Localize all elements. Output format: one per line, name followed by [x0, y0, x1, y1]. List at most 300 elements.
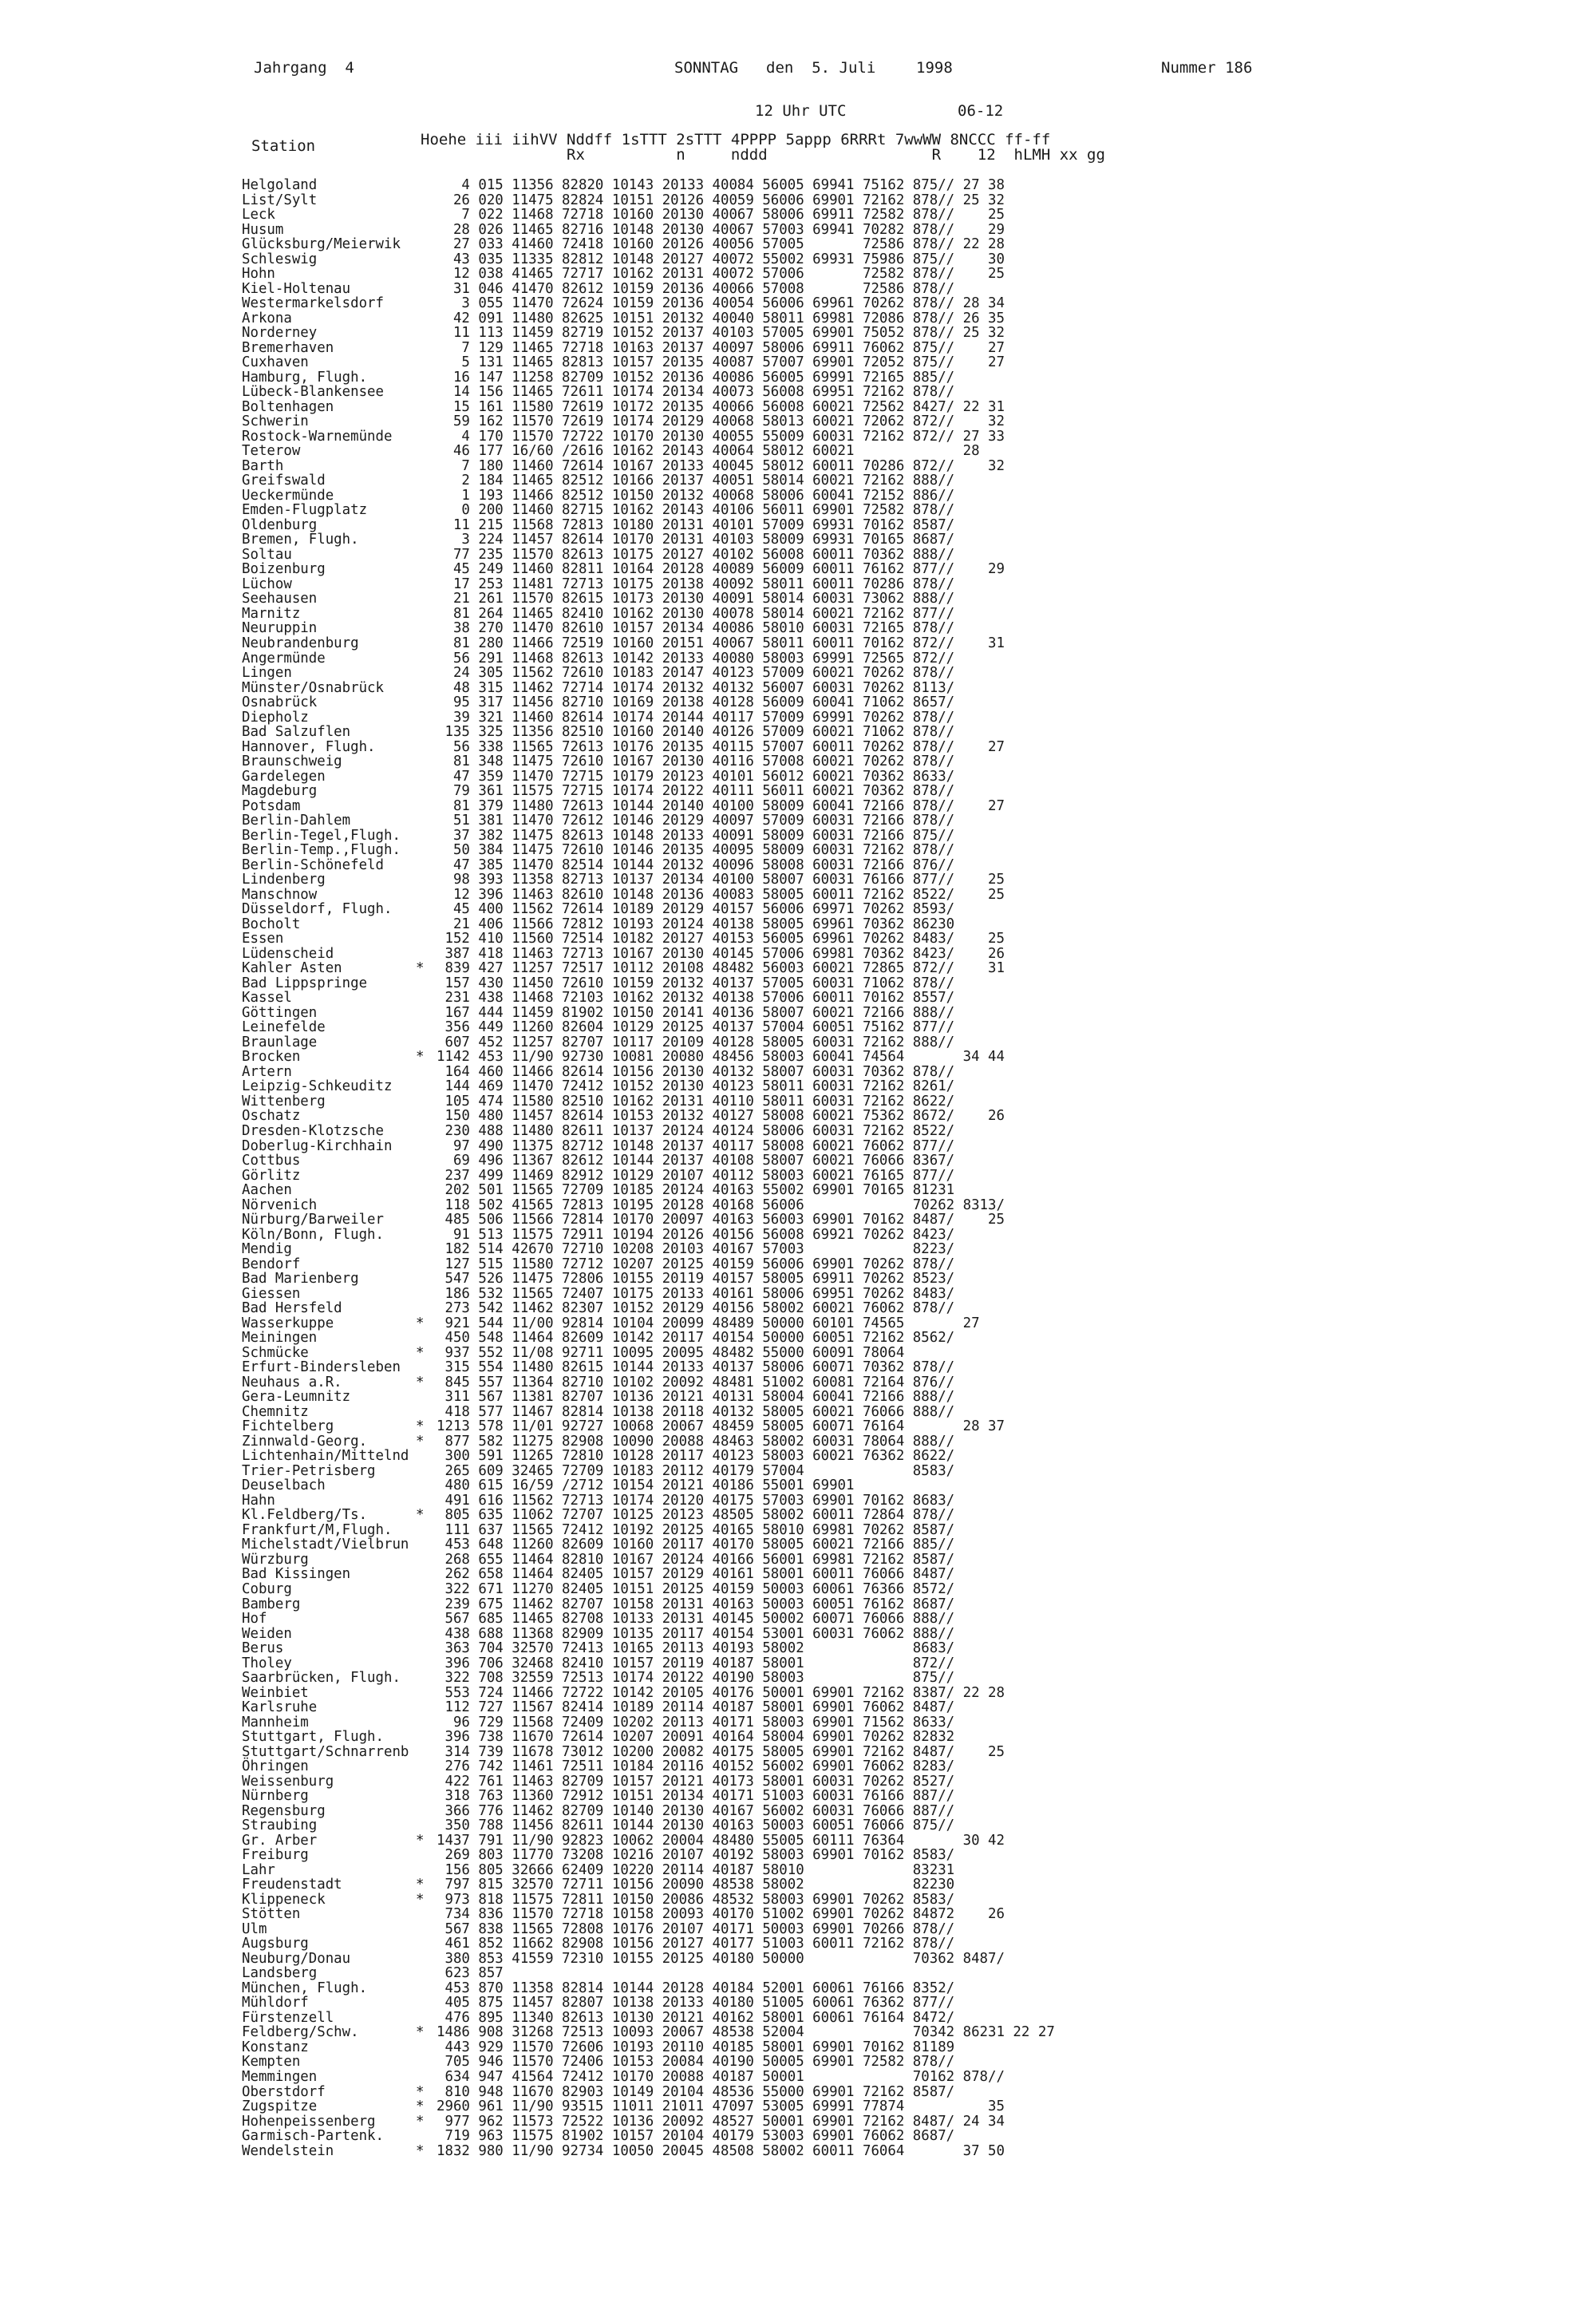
table-row	[242, 1582, 1060, 1597]
mountain-marker	[416, 1124, 437, 1139]
station-values: 237 499 11469 82912 10129 20107 40112 58003 60021 76165 877//	[437, 1167, 955, 1184]
station-values: 937 552 11/08 92711 10095 20095 48482 55000 60091 78064	[437, 1344, 905, 1361]
mountain-marker	[416, 1537, 437, 1552]
table-row	[242, 370, 1060, 386]
station-values: 380 853 41559 72310 10155 20125 40180 50000 70362 8487/	[437, 1950, 1005, 1967]
table-row	[242, 282, 1060, 297]
table-row	[242, 488, 1060, 504]
station-values: 59 162 11570 72619 10174 20129 40068 58013 60021 72062 872// 32	[437, 413, 1005, 430]
mountain-marker	[416, 1287, 437, 1302]
station-name: Leipzig-Schkeuditz	[242, 1078, 393, 1095]
mountain-marker	[416, 607, 437, 622]
station-values: 269 803 11770 73208 10216 20107 40192 58003 69901 70162 8583/	[437, 1847, 955, 1864]
station-name: Landsberg	[242, 1965, 318, 1982]
station-name: Weiden	[242, 1625, 292, 1642]
mountain-marker	[416, 754, 437, 769]
mountain-marker	[416, 1863, 437, 1878]
station-name: Dresden-Klotzsche	[242, 1123, 384, 1139]
station-values: 156 805 32666 62409 10220 20114 40187 58010 83231	[437, 1861, 955, 1878]
station-values: 396 738 11670 72614 10207 20091 40164 58004 69901 70262 82832	[437, 1729, 955, 1746]
mountain-marker	[416, 1183, 437, 1198]
station-name: Fichtelberg	[242, 1418, 334, 1435]
synop-table	[242, 178, 1060, 2158]
mountain-marker	[416, 651, 437, 666]
station-values: 47 385 11470 82514 10144 20132 40096 58008 60031 72166 876//	[437, 856, 955, 873]
station-values: 111 637 11565 72412 10192 20125 40165 58010 69981 70262 8587/	[437, 1521, 955, 1538]
station-values: 1213 578 11/01 92727 10068 20067 48459 58005 60071 76164 28 37	[437, 1418, 1005, 1435]
station-values: 311 567 11381 82707 10136 20121 40131 58004 60041 72166 888//	[437, 1389, 955, 1406]
table-row	[242, 1434, 1060, 1450]
table-row	[242, 1759, 1060, 1774]
table-row	[242, 311, 1060, 326]
station-name: Stuttgart/Schnarrenb	[242, 1743, 409, 1760]
table-row	[242, 414, 1060, 429]
station-values: 81 280 11466 72519 10160 20151 40067 58011 60011 70162 872// 31	[437, 635, 1005, 651]
table-row	[242, 784, 1060, 799]
station-name: Gr. Arber	[242, 1832, 318, 1849]
table-row	[242, 1405, 1060, 1420]
mountain-marker	[416, 370, 437, 386]
table-row	[242, 1109, 1060, 1124]
station-values: 96 729 11568 72409 10202 20113 40171 58003 69901 71562 8633/	[437, 1714, 955, 1730]
station-values: 405 875 11457 82807 10138 20133 40180 51005 60061 76362 877//	[437, 1995, 955, 2011]
table-row	[242, 2085, 1060, 2100]
table-row	[242, 237, 1060, 252]
station-values: 202 501 11565 72709 10185 20124 40163 55002 69901 70165 81231	[437, 1182, 955, 1199]
station-values: 127 515 11580 72712 10207 20125 40159 56006 69901 70262 878//	[437, 1256, 955, 1272]
station-name: Emden-Flugplatz	[242, 502, 368, 519]
mountain-marker	[416, 252, 437, 267]
station-values: 1437 791 11/90 92823 10062 20004 48480 55005 60111 76364 30 42	[437, 1832, 1005, 1849]
station-name: Brocken	[242, 1049, 301, 1066]
mountain-marker	[416, 829, 437, 844]
table-row	[242, 429, 1060, 445]
mountain-marker: *	[416, 1832, 425, 1849]
mountain-marker	[416, 193, 437, 208]
station-name: Hohenpeissenberg	[242, 2113, 376, 2130]
station-values: 50 384 11475 72610 10146 20135 40095 58009 60031 72162 878//	[437, 842, 955, 859]
station-name: Erfurt-Bindersleben	[242, 1359, 401, 1376]
mountain-marker	[416, 931, 437, 947]
table-row	[242, 1464, 1060, 1479]
station-values: 118 502 41565 72813 10195 20128 40168 56006 70262 8313/	[437, 1197, 1005, 1213]
station-values: 56 291 11468 82613 10142 20133 40080 58003 69991 72565 872//	[437, 650, 955, 666]
station-values: 1832 980 11/90 92734 10050 20045 48508 58002 60011 76064 37 50	[437, 2142, 1005, 2159]
station-values: 3 055 11470 72624 10159 20136 40054 56006 69961 70262 878// 28 34	[437, 295, 1005, 312]
table-row	[242, 961, 1060, 976]
station-values: 24 305 11562 72610 10183 20147 40123 57009 60021 70262 878//	[437, 665, 955, 682]
station-values: 144 469 11470 72412 10152 20130 40123 58011 60031 72162 8261/	[437, 1078, 955, 1095]
table-row	[242, 2040, 1060, 2055]
station-name: Kl.Feldberg/Ts.	[242, 1507, 368, 1524]
station-name: Helgoland	[242, 177, 318, 193]
mountain-marker: *	[416, 1891, 425, 1908]
station-name: Berlin-Tegel,Flugh.	[242, 827, 401, 844]
mountain-marker	[416, 326, 437, 341]
station-name: Greifswald	[242, 473, 326, 489]
header-day: SONNTAG	[674, 59, 739, 77]
station-name: Gardelegen	[242, 768, 326, 785]
station-values: 182 514 42670 72710 10208 20103 40167 57003 8223/	[437, 1241, 955, 1258]
table-row	[242, 754, 1060, 769]
station-name: Leck	[242, 207, 275, 223]
station-values: 1 193 11466 82512 10150 20132 40068 58006 60041 72152 886//	[437, 487, 955, 504]
mountain-marker	[416, 1582, 437, 1597]
mountain-marker	[416, 178, 437, 193]
mountain-marker	[416, 695, 437, 710]
table-row	[242, 1493, 1060, 1509]
table-row	[242, 1079, 1060, 1094]
station-values: 43 035 11335 82812 10148 20127 40072 55002 69931 75986 875// 30	[437, 251, 1005, 267]
station-name: Berlin-Temp.,Flugh.	[242, 842, 401, 859]
station-name: Frankfurt/M,Flugh.	[242, 1521, 393, 1538]
mountain-marker: *	[416, 1374, 425, 1390]
mountain-marker	[416, 1094, 437, 1109]
mountain-marker	[416, 1966, 437, 1981]
mountain-marker	[416, 843, 437, 858]
station-name: Kahler Asten	[242, 960, 342, 977]
station-name: Zugspitze	[242, 2098, 318, 2115]
station-name: Görlitz	[242, 1167, 301, 1184]
station-name: Hohn	[242, 266, 275, 283]
station-name: Berlin-Dahlem	[242, 813, 351, 829]
station-values: 322 671 11270 82405 10151 20125 40159 50003 60061 76366 8572/	[437, 1580, 955, 1597]
table-row	[242, 1804, 1060, 1819]
mountain-marker	[416, 2055, 437, 2070]
station-name: Feldberg/Schw.	[242, 2024, 359, 2041]
station-values: 438 688 11368 82909 10135 20117 40154 53001 60031 76062 888//	[437, 1625, 955, 1642]
mountain-marker	[416, 488, 437, 504]
station-name: Lübeck-Blankensee	[242, 384, 384, 401]
station-name: Lahr	[242, 1861, 275, 1878]
mountain-marker	[416, 1301, 437, 1316]
mountain-marker	[416, 1641, 437, 1656]
station-name: Barth	[242, 457, 284, 474]
table-row	[242, 843, 1060, 858]
table-row	[242, 2114, 1060, 2130]
table-row	[242, 902, 1060, 917]
station-values: 167 444 11459 81902 10150 20141 40136 58007 60021 72166 888//	[437, 1004, 955, 1021]
mountain-marker	[416, 681, 437, 696]
station-values: 11 113 11459 82719 10152 20137 40103 57005 69901 75052 878// 25 32	[437, 325, 1005, 342]
column-header-line-2: Rx n nddd R 12 hLMH xx gg	[421, 146, 1105, 164]
station-values: 810 948 11670 82903 10149 20104 48536 55000 69901 72162 8587/	[437, 2083, 955, 2100]
table-row	[242, 2025, 1060, 2040]
mountain-marker	[416, 1079, 437, 1094]
station-name: Coburg	[242, 1580, 292, 1597]
mountain-marker	[416, 1405, 437, 1420]
station-name: Oschatz	[242, 1108, 301, 1125]
station-name: Kempten	[242, 2054, 301, 2071]
station-values: 485 506 11566 72814 10170 20097 40163 56003 69901 70162 8487/ 25	[437, 1212, 1005, 1228]
station-values: 81 264 11465 82410 10162 20130 40078 58014 60021 72162 877//	[437, 605, 955, 622]
station-name: Freiburg	[242, 1847, 309, 1864]
table-row	[242, 532, 1060, 548]
station-name: Gera-Leumnitz	[242, 1389, 351, 1406]
station-values: 47 359 11470 72715 10179 20123 40101 56012 60021 70362 8633/	[437, 768, 955, 785]
table-row	[242, 740, 1060, 755]
mountain-marker	[416, 355, 437, 370]
station-name: Stuttgart, Flugh.	[242, 1729, 384, 1746]
station-values: 4 170 11570 72722 10170 20130 40055 55009 60031 72162 872// 27 33	[437, 428, 1005, 445]
station-values: 97 490 11375 82712 10148 20137 40117 58008 60021 76062 877//	[437, 1137, 955, 1154]
table-row	[242, 591, 1060, 607]
mountain-marker	[416, 2070, 437, 2085]
mountain-marker	[416, 947, 437, 962]
mountain-marker	[416, 636, 437, 651]
header-year: 1998	[916, 59, 953, 77]
table-row	[242, 1730, 1060, 1745]
station-name: Wittenberg	[242, 1093, 326, 1109]
table-row	[242, 769, 1060, 785]
time-label: 12 Uhr UTC	[755, 102, 847, 120]
station-values: 839 427 11257 72517 10112 20108 48482 56003 60021 72865 872// 31	[437, 960, 1005, 977]
station-name: Freudenstadt	[242, 1877, 342, 1893]
mountain-marker	[416, 1169, 437, 1184]
mountain-marker	[416, 1686, 437, 1701]
mountain-marker	[416, 902, 437, 917]
station-name: Neuhaus a.R.	[242, 1374, 342, 1390]
table-row	[242, 1745, 1060, 1760]
station-values: 239 675 11462 82707 10158 20131 40163 50003 60051 76162 8687/	[437, 1596, 955, 1612]
mountain-marker	[416, 858, 437, 873]
station-name: Bad Salzuflen	[242, 724, 351, 741]
station-values: 31 046 41470 82612 10159 20136 40066 57008 72586 878//	[437, 280, 955, 297]
station-values: 262 658 11464 82405 10157 20129 40161 58001 60011 76066 8487/	[437, 1566, 955, 1583]
table-row	[242, 1877, 1060, 1893]
station-name: München, Flugh.	[242, 1980, 368, 1996]
station-name: Straubing	[242, 1818, 318, 1834]
mountain-marker	[416, 237, 437, 252]
mountain-marker	[416, 1257, 437, 1272]
station-values: 547 526 11475 72806 10155 20119 40157 58005 69911 70262 8523/	[437, 1271, 955, 1287]
station-values: 476 895 11340 82613 10130 20121 40162 58001 60061 76164 8472/	[437, 2009, 955, 2026]
station-name: Giessen	[242, 1285, 301, 1302]
station-name: Würzburg	[242, 1551, 309, 1568]
table-row	[242, 651, 1060, 666]
station-values: 77 235 11570 82613 10175 20127 40102 56008 60011 70362 888//	[437, 546, 955, 563]
table-row	[242, 1301, 1060, 1316]
station-name: Oldenburg	[242, 516, 318, 533]
station-name: Regensburg	[242, 1802, 326, 1819]
table-row	[242, 1567, 1060, 1582]
mountain-marker	[416, 1700, 437, 1715]
mountain-marker	[416, 799, 437, 814]
mountain-marker	[416, 888, 437, 903]
table-row	[242, 1893, 1060, 1908]
station-values: 268 655 11464 82810 10167 20124 40166 56001 69981 72162 8587/	[437, 1551, 955, 1568]
table-row	[242, 178, 1060, 193]
station-name: Tholey	[242, 1655, 292, 1671]
station-name: Berus	[242, 1640, 284, 1657]
table-row	[242, 666, 1060, 681]
station-name: Husum	[242, 221, 284, 238]
table-row	[242, 829, 1060, 844]
mountain-marker	[416, 1774, 437, 1790]
table-row	[242, 1848, 1060, 1863]
station-name: Karlsruhe	[242, 1699, 318, 1716]
mountain-marker	[416, 591, 437, 607]
station-values: 276 742 11461 72511 10184 20116 40152 56002 69901 76062 8283/	[437, 1758, 955, 1775]
station-name: Bamberg	[242, 1596, 301, 1612]
station-values: 15 161 11580 72619 10172 20135 40066 56008 60021 72562 8427/ 22 31	[437, 398, 1005, 415]
table-row	[242, 1272, 1060, 1287]
station-values: 480 615 16/59 /2712 10154 20121 40186 55001 69901	[437, 1477, 855, 1494]
station-values: 318 763 11360 72912 10151 20134 40171 51003 60031 76166 887//	[437, 1788, 955, 1805]
station-name: Oberstdorf	[242, 2083, 326, 2100]
mountain-marker: *	[416, 1507, 425, 1524]
mountain-marker	[416, 1198, 437, 1213]
table-row	[242, 799, 1060, 814]
mountain-marker: *	[416, 2024, 425, 2041]
mountain-marker	[416, 1065, 437, 1080]
station-values: 356 449 11260 82604 10129 20125 40137 57004 60051 75162 877//	[437, 1019, 955, 1036]
mountain-marker	[416, 282, 437, 297]
station-name: Neuburg/Donau	[242, 1950, 351, 1967]
table-row	[242, 947, 1060, 962]
table-row	[242, 400, 1060, 415]
mountain-marker	[416, 1981, 437, 1996]
mountain-marker	[416, 1612, 437, 1627]
table-row	[242, 1789, 1060, 1804]
station-name: List/Sylt	[242, 192, 318, 208]
station-name: Trier-Petrisberg	[242, 1462, 376, 1479]
mountain-marker	[416, 1671, 437, 1686]
station-name: Münster/Osnabrück	[242, 679, 384, 696]
table-row	[242, 444, 1060, 459]
station-name: Lichtenhain/Mittelnd	[242, 1448, 409, 1465]
station-values: 98 393 11358 82713 10137 20134 40100 58007 60031 76166 877// 25	[437, 872, 1005, 888]
station-values: 95 317 11456 82710 10169 20138 40128 56009 60041 71062 8657/	[437, 694, 955, 711]
mountain-marker	[416, 1789, 437, 1804]
mountain-marker	[416, 1020, 437, 1035]
synop-table-body	[242, 178, 1060, 2158]
table-row	[242, 1065, 1060, 1080]
table-row	[242, 1228, 1060, 1243]
station-name: Bendorf	[242, 1256, 301, 1272]
station-name: Schleswig	[242, 251, 318, 267]
table-row	[242, 267, 1060, 282]
mountain-marker	[416, 710, 437, 726]
station-values: 5 131 11465 82813 10157 20135 40087 57007 69901 72052 875// 27	[437, 354, 1005, 371]
mountain-marker	[416, 621, 437, 636]
mountain-marker	[416, 666, 437, 681]
station-name: Bad Hersfeld	[242, 1300, 342, 1317]
station-name: Soltau	[242, 546, 292, 563]
station-name: Hamburg, Flugh.	[242, 369, 368, 386]
station-name: Zinnwald-Georg.	[242, 1433, 368, 1450]
mountain-marker	[416, 784, 437, 799]
station-values: 56 338 11565 72613 10176 20135 40115 57007 60011 70262 878// 27	[437, 738, 1005, 755]
station-name: Göttingen	[242, 1004, 318, 1021]
station-name: Nürnberg	[242, 1788, 309, 1805]
table-row	[242, 681, 1060, 696]
table-row	[242, 1627, 1060, 1642]
table-row	[242, 813, 1060, 829]
table-row	[242, 1818, 1060, 1833]
table-row	[242, 1020, 1060, 1035]
table-row	[242, 1139, 1060, 1154]
station-values: 69 496 11367 82612 10144 20137 40108 58007 60021 76066 8367/	[437, 1153, 955, 1169]
table-row	[242, 1478, 1060, 1493]
station-values: 112 727 11567 82414 10189 20114 40187 58001 69901 76062 8487/	[437, 1699, 955, 1716]
station-values: 79 361 11575 72715 10174 20122 40111 56011 60021 70362 878//	[437, 783, 955, 800]
mountain-marker	[416, 1272, 437, 1287]
table-row	[242, 1212, 1060, 1228]
station-name: Mannheim	[242, 1714, 309, 1730]
table-row	[242, 1552, 1060, 1568]
mountain-marker	[416, 1006, 437, 1021]
table-row	[242, 991, 1060, 1006]
station-name: Braunschweig	[242, 754, 342, 770]
station-values: 877 582 11275 82908 10090 20088 48463 58002 60031 78064 888//	[437, 1433, 955, 1450]
table-row	[242, 2099, 1060, 2114]
mountain-marker	[416, 341, 437, 356]
station-name: Kiel-Holtenau	[242, 280, 351, 297]
mountain-marker	[416, 1523, 437, 1538]
table-row	[242, 2055, 1060, 2070]
mountain-marker	[416, 1360, 437, 1375]
station-name: Saarbrücken, Flugh.	[242, 1670, 401, 1687]
station-name: Lindenberg	[242, 872, 326, 888]
station-values: 805 635 11062 72707 10125 20123 48505 58002 60011 72864 878//	[437, 1507, 955, 1524]
station-name: Weissenburg	[242, 1773, 334, 1790]
station-values: 845 557 11364 82710 10102 20092 48481 51002 60081 72164 876//	[437, 1374, 955, 1390]
table-row	[242, 459, 1060, 474]
station-values: 7 022 11468 72718 10160 20130 40067 58006 69911 72582 878// 25	[437, 207, 1005, 223]
mountain-marker	[416, 1818, 437, 1833]
station-values: 734 836 11570 72718 10158 20093 40170 51002 69901 70262 84872 26	[437, 1906, 1005, 1923]
station-values: 39 321 11460 82614 10174 20144 40117 57009 69991 70262 878//	[437, 709, 955, 726]
station-name: Norderney	[242, 325, 318, 342]
station-name: Deuselbach	[242, 1477, 326, 1494]
station-name: Nörvenich	[242, 1197, 318, 1213]
station-name: Chemnitz	[242, 1403, 309, 1420]
station-values: 363 704 32570 72413 10165 20113 40193 58002 8683/	[437, 1640, 955, 1657]
station-values: 265 609 32465 72709 10183 20112 40179 57004 8583/	[437, 1462, 955, 1479]
mountain-marker: *	[416, 1418, 425, 1435]
mountain-marker	[416, 1952, 437, 1967]
station-name: Magdeburg	[242, 783, 318, 800]
station-values: 3 224 11457 82614 10170 20131 40103 58009 69931 70165 8687/	[437, 532, 955, 548]
station-name: Konstanz	[242, 2039, 309, 2055]
station-values: 17 253 11481 72713 10175 20138 40092 58011 60011 70286 878//	[437, 576, 955, 592]
table-row	[242, 2011, 1060, 2026]
station-name: Bremerhaven	[242, 339, 334, 356]
mountain-marker: *	[416, 1049, 425, 1066]
table-row	[242, 1449, 1060, 1464]
station-values: 443 929 11570 72606 10193 20110 40185 58001 69901 70162 81189	[437, 2039, 955, 2055]
table-row	[242, 1981, 1060, 1996]
mountain-marker	[416, 1597, 437, 1612]
station-name: Aachen	[242, 1182, 292, 1199]
table-row	[242, 1316, 1060, 1331]
mountain-marker	[416, 1212, 437, 1228]
table-row	[242, 208, 1060, 223]
station-name: Bad Kissingen	[242, 1566, 351, 1583]
mountain-marker	[416, 1715, 437, 1730]
mountain-marker	[416, 223, 437, 238]
table-row	[242, 1169, 1060, 1184]
station-name: Ulm	[242, 1920, 267, 1937]
mountain-marker	[416, 562, 437, 577]
station-name: Leinefelde	[242, 1019, 326, 1036]
mountain-marker	[416, 976, 437, 991]
station-values: 315 554 11480 82615 10144 20133 40137 58006 60071 70362 878//	[437, 1359, 955, 1376]
table-row	[242, 355, 1060, 370]
station-values: 48 315 11462 72714 10174 20132 40132 56007 60031 70262 8113/	[437, 679, 955, 696]
station-values: 231 438 11468 72103 10162 20132 40138 57006 60011 70162 8557/	[437, 990, 955, 1007]
